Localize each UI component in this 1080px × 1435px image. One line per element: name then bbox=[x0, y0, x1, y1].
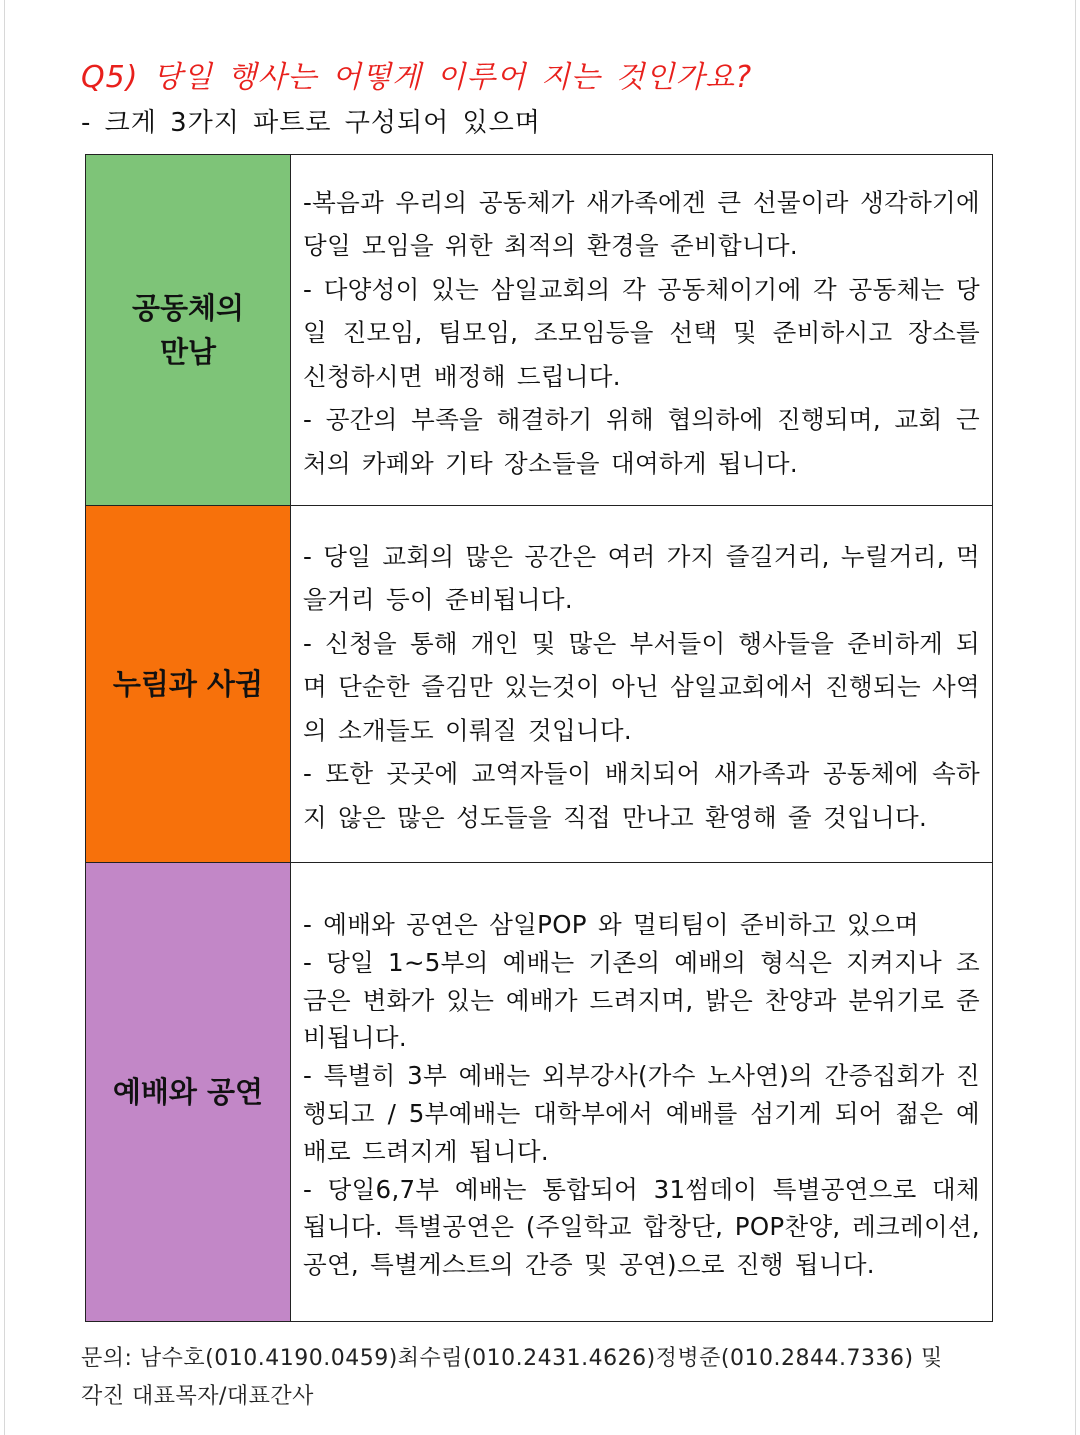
section-paragraph: - 당일6,7부 예배는 통합되어 31썸데이 특별공연으로 대체 됩니다. 특별공연은 (주일학교 합창단, POP찬양, 레크레이션, 공연, 특별게스트의 간증 및 공연)으로 진행 됩니다. bbox=[303, 1174, 980, 1280]
contact-line: 문의: 남수호(010.4190.0459)최수림(010.2431.4626)정병준(010.2844.7336) 및 bbox=[81, 1346, 943, 1371]
intro-text: - 크게 3가지 파트로 구성되어 있으며 bbox=[81, 108, 541, 138]
section-paragraph: - 특별히 3부 예배는 외부강사(가수 노사연)의 간증집회가 진행되고 / 5부예배는 대학부에서 예배를 섬기게 되어 젊은 예배로 드려지게 됩니다. bbox=[303, 1061, 980, 1166]
contact-line: 각진 대표목자/대표간사 bbox=[81, 1384, 314, 1409]
event-parts-table bbox=[85, 154, 993, 1322]
section-paragraph: -복음과 우리의 공동체가 새가족에겐 큰 선물이라 생각하기에 당일 모임을 위한 최적의 환경을 준비합니다. bbox=[303, 187, 980, 261]
section-label-enjoy-fellowship bbox=[86, 506, 291, 863]
question-heading: Q5) 당일 행사는 어떻게 이루어 지는 것인가요? bbox=[81, 60, 753, 95]
page-right-border bbox=[1075, 0, 1076, 1435]
section-label-line: 누림과 사귐 bbox=[112, 667, 264, 701]
table-row bbox=[86, 155, 993, 506]
page-left-border bbox=[4, 0, 5, 1435]
section-content-worship-performance bbox=[291, 863, 993, 1322]
section-label-line: 공동체의 bbox=[131, 291, 245, 325]
section-content-enjoy-fellowship bbox=[291, 506, 993, 863]
section-paragraph: - 당일 교회의 많은 공간은 여러 가지 즐길거리, 누릴거리, 먹을거리 등이 준비됩니다. bbox=[303, 541, 980, 615]
section-paragraph: - 예배와 공연은 삼일POP 와 멀티팀이 준비하고 있으며 bbox=[303, 910, 919, 940]
section-paragraph: - 또한 곳곳에 교역자들이 배치되어 새가족과 공동체에 속하지 않은 많은 성도들을 직접 만나고 환영해 줄 것입니다. bbox=[303, 759, 980, 832]
section-paragraph: - 당일 1~5부의 예배는 기존의 예배의 형식은 지켜지나 조금은 변화가 있는 예배가 드려지며, 밝은 찬양과 분위기로 준비됩니다. bbox=[303, 947, 980, 1053]
section-label-line: 만남 bbox=[159, 335, 217, 369]
section-content-community-meeting bbox=[291, 155, 993, 506]
section-label-community-meeting bbox=[86, 155, 291, 506]
section-paragraph: - 공간의 부족을 해결하기 위해 협의하에 진행되며, 교회 근처의 카페와 기타 장소들을 대여하게 됩니다. bbox=[303, 405, 980, 478]
section-paragraph: - 다양성이 있는 삼일교회의 각 공동체이기에 각 공동체는 당일 진모임, 팀모임, 조모임등을 선택 및 준비하시고 장소를 신청하시면 배정해 드립니다. bbox=[303, 274, 980, 391]
table-row bbox=[86, 506, 993, 863]
section-paragraph: - 신청을 통해 개인 및 많은 부서들이 행사들을 준비하게 되며 단순한 즐김만 있는것이 아닌 삼일교회에서 진행되는 사역의 소개들도 이뤄질 것입니다. bbox=[303, 628, 980, 745]
section-label-line: 예배와 공연 bbox=[112, 1075, 264, 1109]
contact-footer bbox=[81, 1340, 943, 1416]
table-row bbox=[86, 863, 993, 1322]
section-label-worship-performance bbox=[86, 863, 291, 1322]
